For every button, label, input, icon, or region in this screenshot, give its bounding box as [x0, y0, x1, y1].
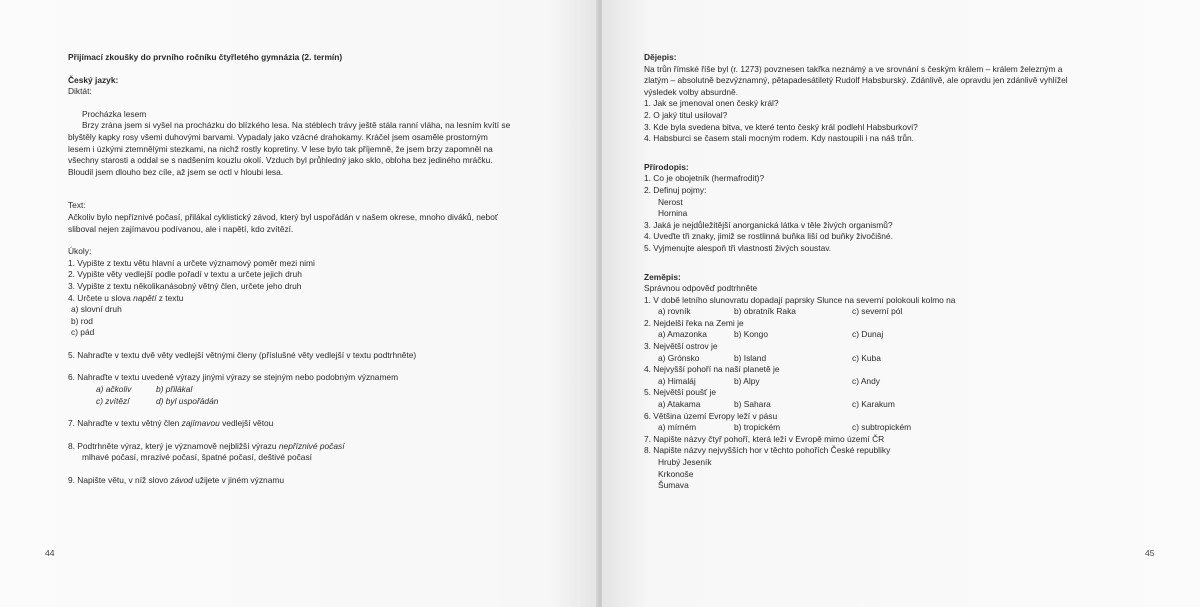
geography-options — [644, 306, 1164, 318]
mountain-range: Hrubý Jeseník — [658, 457, 712, 467]
task6-option-c: c) zvítězí — [96, 395, 130, 406]
geography-question: 7. Napište názvy čtyř pohoří, která leží v Evropě mimo území ČR — [644, 433, 885, 444]
history-line: výsledek volby absurdně. — [644, 86, 739, 97]
geography-options — [644, 376, 1164, 388]
geo-option-a: a) rovník — [658, 306, 691, 317]
subject-heading-czech: Český jazyk: — [68, 74, 119, 85]
geo-option-b: b) Alpy — [734, 375, 760, 386]
geo-option-a: a) Amazonka — [658, 329, 707, 340]
task6-option-a: a) ačkoliv — [96, 384, 132, 395]
diktat-text — [68, 120, 568, 178]
geography-question: 8. Napište názvy nejvyšších hor v těchto pohořích České republiky — [644, 445, 891, 456]
geo-option-a: a) mírném — [658, 422, 697, 433]
biology-term: Nerost — [658, 196, 683, 207]
task6-option-b: b) přilákal — [156, 384, 193, 395]
diktat-line: blyštěly kapky rosy všemi duhovými barvami. Vypadaly jako vzácné drahokamy. Kráčel jsem osamělе prostorným — [68, 131, 488, 142]
task4-option: b) rod — [71, 315, 93, 326]
geo-option-a: a) Himaláj — [658, 375, 696, 386]
diktat-line: Bloudil jsem dlouho bez cíle, až jsem se octl v hloubi lesa. — [68, 166, 284, 177]
geography-question: 6. Většina území Evropy leží v pásu — [644, 410, 778, 421]
right-column — [644, 52, 1164, 492]
subject-heading-geography: Zeměpis: — [644, 271, 681, 282]
diktat-label: Diktát: — [68, 86, 92, 97]
geography-question: 3. Největší ostrov je — [644, 341, 718, 352]
right-page — [602, 0, 1200, 607]
task-item: 1. Vypište z textu větu hlavní a určete významový poměr mezi nimi — [68, 257, 315, 268]
subject-heading-history: Dějepis: — [644, 52, 677, 62]
ukoly-label: Úkoly: — [68, 246, 92, 257]
geo-option-c: c) Dunaj — [852, 329, 884, 340]
left-column — [68, 52, 568, 487]
page-number-left: 44 — [45, 548, 55, 558]
diktat-line: Brzy zrána jsem si vyšel na procházku do blízkého lesa. Na stéblech trávy ještě stála ranní vláha, na lesním kvítí se — [82, 120, 511, 131]
geography-options — [644, 329, 1164, 341]
geo-option-c: c) subtropickém — [852, 422, 912, 433]
task4-option: c) pád — [71, 327, 95, 338]
task7-prefix: 7. Nahraďte v textu větný člen — [68, 418, 182, 429]
text-line: Ačkoliv bylo nepříznivé počasí, přilákal cyklistický závod, který byl uspořádán v našem okrese, mnoho diváků, neboť — [68, 211, 499, 222]
geo-option-c: c) Andy — [852, 375, 880, 386]
geography-options — [644, 399, 1164, 411]
text-label: Text: — [68, 200, 86, 211]
task8-word: nepříznivé počasí — [278, 440, 345, 451]
history-line: Na trůn římské říše byl (r. 1273) povznesen takřka neznámý a ve srovnání s českým králem – králem železným a — [644, 63, 1063, 74]
task-item-9 — [68, 475, 568, 487]
geography-intro: Správnou odpověď podtrhněte — [644, 283, 758, 294]
history-question: 1. Jak se jmenoval onen český král? — [644, 98, 779, 109]
biology-question: 2. Definuj pojmy: — [644, 184, 707, 195]
exam-title: Přijímací zkoušky do prvního ročníku čtyřletého gymnázia (2. termín) — [68, 52, 343, 62]
biology-question: 5. Vyjmenujte alespoň tři vlastnosti živých soustav. — [644, 242, 832, 253]
biology-term: Hornina — [658, 208, 688, 219]
left-page — [0, 0, 598, 607]
task9-prefix: 9. Napište větu, v níž slovo — [68, 475, 171, 486]
geography-options — [644, 353, 1164, 365]
task-item-5: 5. Nahraďte v textu dvě věty vedlejší větnými členy (příslušné věty vedlejší v textu podtrhněte) — [68, 349, 417, 360]
biology-question: 4. Uveďte tři znaky, jimiž se rostlinná buňka liší od buňky živočišné. — [644, 231, 893, 242]
geography-question: 4. Nejvyšší pohoří na naší planetě je — [644, 364, 780, 375]
geo-option-b: b) Island — [734, 352, 767, 363]
mountain-range: Šumava — [658, 480, 689, 491]
geo-option-c: c) Kuba — [852, 352, 881, 363]
task7-word: zajímavou — [181, 418, 220, 429]
task8-prefix: 8. Podtrhněte výraz, který je významově nejbližší výrazu — [68, 440, 279, 451]
geo-option-c: c) severní pól — [852, 306, 903, 317]
history-question: 3. Kde byla svedena bitva, ve které tento český král podlehl Habsburkovi? — [644, 121, 918, 132]
task-item-7 — [68, 418, 568, 430]
geo-option-b: b) obratník Raka — [734, 306, 796, 317]
task-item: 3. Vypište z textu několikanásobný větný člen, určete jeho druh — [68, 280, 302, 291]
geo-option-b: b) tropickém — [734, 422, 781, 433]
task7-suffix: vedlejší větou — [219, 418, 274, 429]
geo-option-b: b) Sahara — [734, 399, 771, 410]
geography-question: 5. Největší poušť je — [644, 387, 717, 398]
diktat-line: všechny starosti a oddal se s nadšením kouzlu okolí. Vzduch byl průhledný jako sklo, obloha bez jediného mráčku. — [68, 155, 493, 166]
geography-question: 1. V době letního slunovratu dopadají paprsky Slunce na severní polokouli kolmo na — [644, 294, 956, 305]
task-item-6: 6. Nahraďte v textu uvedené výrazy jinými výrazy se stejným nebo podobným významem — [68, 372, 399, 383]
task6-options-row — [68, 396, 568, 408]
task6-options-row — [68, 384, 568, 396]
geo-option-a: a) Grónsko — [658, 352, 700, 363]
task4-prefix: 4. Určete u slova — [68, 292, 134, 303]
mountain-range: Krkonoše — [658, 468, 694, 479]
geo-option-b: b) Kongo — [734, 329, 768, 340]
biology-question: 3. Jaká je nejdůležitější anorganická látka v těle živých organismů? — [644, 219, 893, 230]
task-item-8 — [68, 441, 568, 453]
task8-options: mlhavé počasí, mrazivé počasí, špatné počasí, deštivé počasí — [82, 452, 312, 463]
page-number-right: 45 — [1145, 548, 1155, 558]
task6-option-d: d) byl uspořádán — [156, 395, 219, 406]
biology-question: 1. Co je obojetník (hermafrodit)? — [644, 173, 765, 184]
text-line: sliboval nejen zajímavou podívanou, ale i napětí, kdo zvítězí. — [68, 223, 294, 234]
task-item: 2. Vypište věty vedlejší podle pořadí v textu a určete jejich druh — [68, 269, 302, 280]
geo-option-c: c) Karakum — [852, 399, 895, 410]
geography-options — [644, 422, 1164, 434]
task9-suffix: užijete v jiném významu — [192, 475, 285, 486]
task4-word: napětí — [133, 292, 157, 303]
task-item-4 — [68, 293, 568, 305]
diktat-line: lesem i úzkými ztemnělými stezkami, na nichž rostly kopretiny. V lese bylo tak příjemně, že jsem brzy zapomněl na — [68, 143, 493, 154]
diktat-title: Procházka lesem — [82, 108, 147, 119]
geography-question: 2. Nejdelší řeka na Zemi je — [644, 317, 744, 328]
history-question: 2. O jaký titul usiloval? — [644, 109, 728, 120]
task4-option: a) slovní druh — [71, 304, 122, 315]
task4-suffix: z textu — [156, 292, 184, 303]
history-line: zlatým – absolutně bezvýznamný, pětapadesátiletý Rudolf Habsburský. Zdánlivě, ale opravdu jen zdánlivě vyhlížel — [644, 75, 1068, 86]
subject-heading-biology: Přírodopis: — [644, 161, 689, 172]
task9-word: závod — [170, 475, 193, 486]
history-question: 4. Habsburci se časem stali mocným rodem. Kdy nastoupili i na náš trůn. — [644, 133, 914, 144]
geo-option-a: a) Atakama — [658, 399, 701, 410]
